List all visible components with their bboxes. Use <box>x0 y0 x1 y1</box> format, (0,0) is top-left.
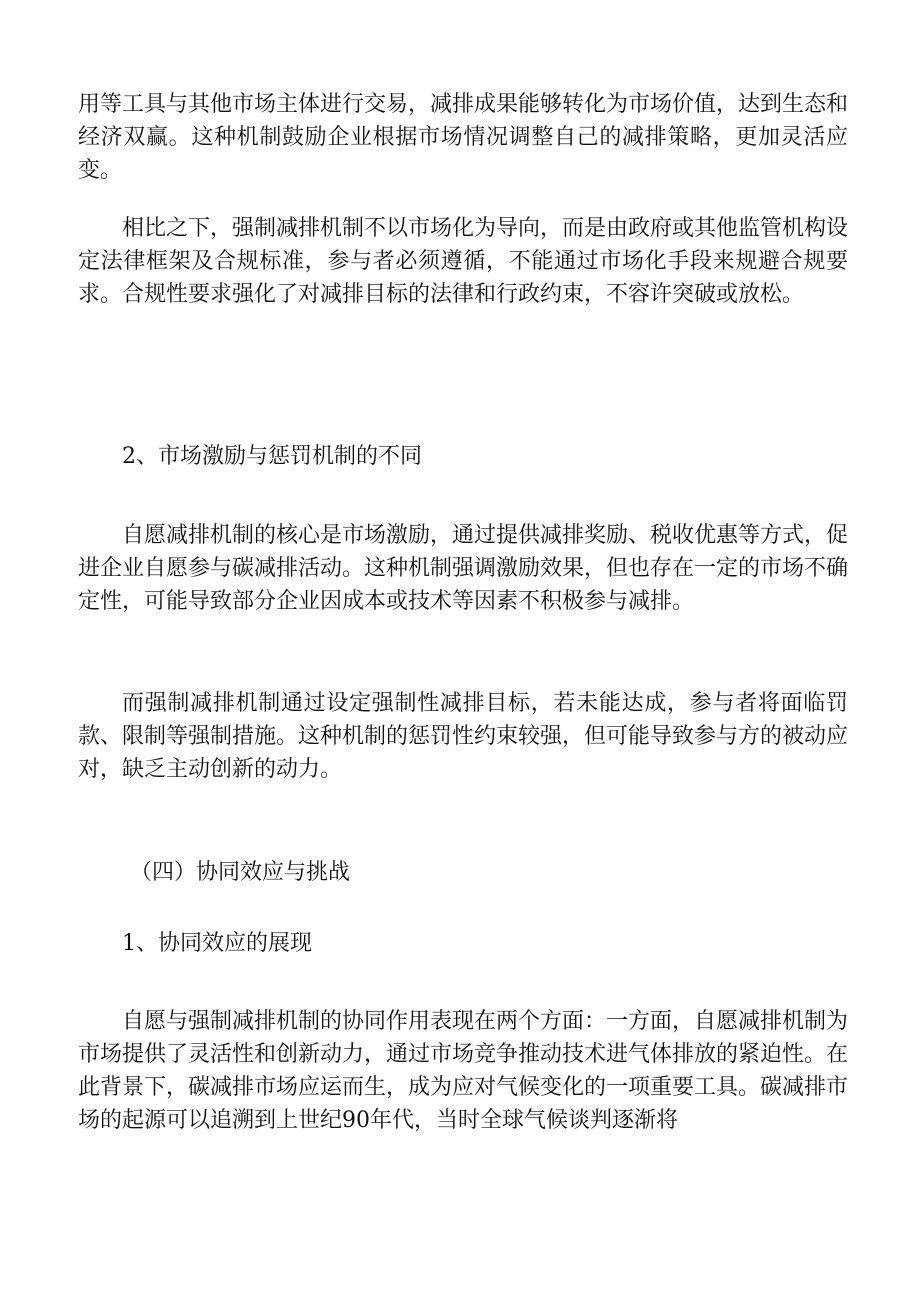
heading-synergy-manifestation: 1、协同效应的展现 <box>122 931 312 956</box>
paragraph-mandatory-mechanism: 相比之下，强制减排机制不以市场化为导向，而是由政府或其他监管机构设定法律框架及合规标准，参与者必须遵循，不能通过市场化手段来规避合规要求。合规性要求强化了对减排目标的法律和行政约束，不容许突破或放松。 <box>78 216 849 307</box>
heading-incentive-penalty-difference: 2、市场激励与惩罚机制的不同 <box>122 444 422 469</box>
heading-synergy-challenges: （四）协同效应与挑战 <box>130 860 351 885</box>
paragraph-synergy-effect: 自愿与强制减排机制的协同作用表现在两个方面：一方面，自愿减排机制为市场提供了灵活性和创新动力，通过市场竞争推动技术进气体排放的紧迫性。在此背景下，碳减排市场应运而生，成为应对气候变化的一项重要工具。碳减排市场的起源可以追溯到上世纪90年代，当时全球气候谈判逐渐将 <box>78 1009 849 1133</box>
paragraph-voluntary-incentive: 自愿减排机制的核心是市场激励，通过提供减排奖励、税收优惠等方式，促进企业自愿参与碳减排活动。这种机制强调激励效果，但也存在一定的市场不确定性，可能导致部分企业因成本或技术等因素不积极参与减排。 <box>78 523 849 614</box>
paragraph-market-trading: 用等工具与其他市场主体进行交易，减排成果能够转化为市场价值，达到生态和经济双赢。这种机制鼓励企业根据市场情况调整自己的减排策略，更加灵活应变。 <box>78 92 849 183</box>
paragraph-mandatory-penalty: 而强制减排机制通过设定强制性减排目标，若未能达成，参与者将面临罚款、限制等强制措施。这种机制的惩罚性约束较强，但可能导致参与方的被动应对，缺乏主动创新的动力。 <box>78 691 849 782</box>
